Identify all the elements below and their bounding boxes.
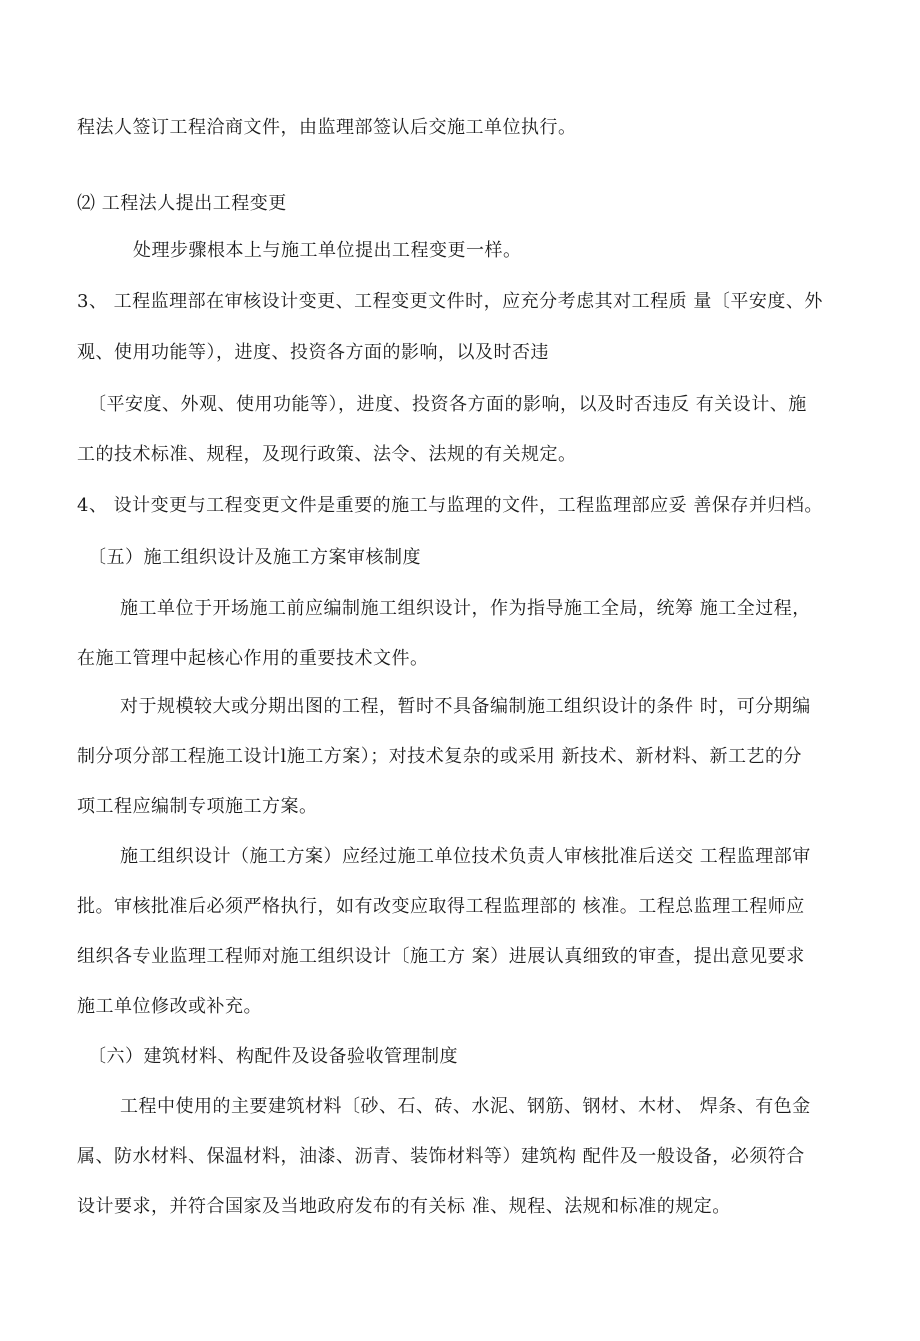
text-line-10: 施工单位于开场施工前应编制施工组织设计，作为指导施工全局，统筹 施工全过程， xyxy=(120,598,811,619)
section-heading-5: 〔五）施工组织设计及施工方案审核制度 xyxy=(88,547,421,568)
text-line-5: 观、使用功能等），进度、投资各方面的影响，以及时否违 xyxy=(77,342,549,363)
text-line-14: 项工程应编制专项施工方案。 xyxy=(77,796,318,817)
text-line-11: 在施工管理中起核心作用的重要技术文件。 xyxy=(77,648,429,669)
section-heading-6: 〔六）建筑材料、构配件及设备验收管理制度 xyxy=(88,1046,458,1067)
text-line-6: 〔平安度、外观、使用功能等），进度、投资各方面的影响，以及时否违反 有关设计、施 xyxy=(88,394,807,415)
text-line-18: 施工单位修改或补充。 xyxy=(77,996,262,1017)
text-line-13: 制分项分部工程施工设计l施工方案）；对技术复杂的或采用 新技术、新材料、新工艺的分 xyxy=(77,746,802,767)
text-line-16: 批。审核批准后必须严格执行，如有改变应取得工程监理部的 核准。工程总监理工程师应 xyxy=(77,896,805,917)
text-line-17: 组织各专业监理工程师对施工组织设计〔施工方 案）进展认真细致的审查，提出意见要求 xyxy=(77,946,805,967)
text-line-8: 4、 设计变更与工程变更文件是重要的施工与监理的文件，工程监理部应妥 善保存并归档。 xyxy=(77,495,823,516)
text-line-12: 对于规模较大或分期出图的工程，暂时不具备编制施工组织设计的条件 时，可分期编 xyxy=(120,696,811,717)
text-line-15: 施工组织设计（施工方案）应经过施工单位技术负责人审核批准后送交 工程监理部审 xyxy=(120,846,811,867)
text-line-7: 工的技术标准、规程，及现行政策、法令、法规的有关规定。 xyxy=(77,444,577,465)
text-line-2: ⑵ 工程法人提出工程变更 xyxy=(77,193,287,214)
text-line-4: 3、 工程监理部在审核设计变更、工程变更文件时，应充分考虑其对工程质 量〔平安度、外 xyxy=(77,291,823,312)
text-line-1: 程法人签订工程洽商文件，由监理部签认后交施工单位执行。 xyxy=(77,117,577,138)
text-line-20: 工程中使用的主要建筑材料〔砂、石、砖、水泥、钢筋、钢材、木材、 焊条、有色金 xyxy=(120,1096,811,1117)
text-line-3: 处理步骤根本上与施工单位提出工程变更一样。 xyxy=(133,240,522,261)
text-line-22: 设计要求，并符合国家及当地政府发布的有关标 准、规程、法规和标准的规定。 xyxy=(77,1196,731,1217)
text-line-21: 属、防水材料、保温材料，油漆、沥青、装饰材料等）建筑构 配件及一般设备，必须符合 xyxy=(77,1146,805,1167)
